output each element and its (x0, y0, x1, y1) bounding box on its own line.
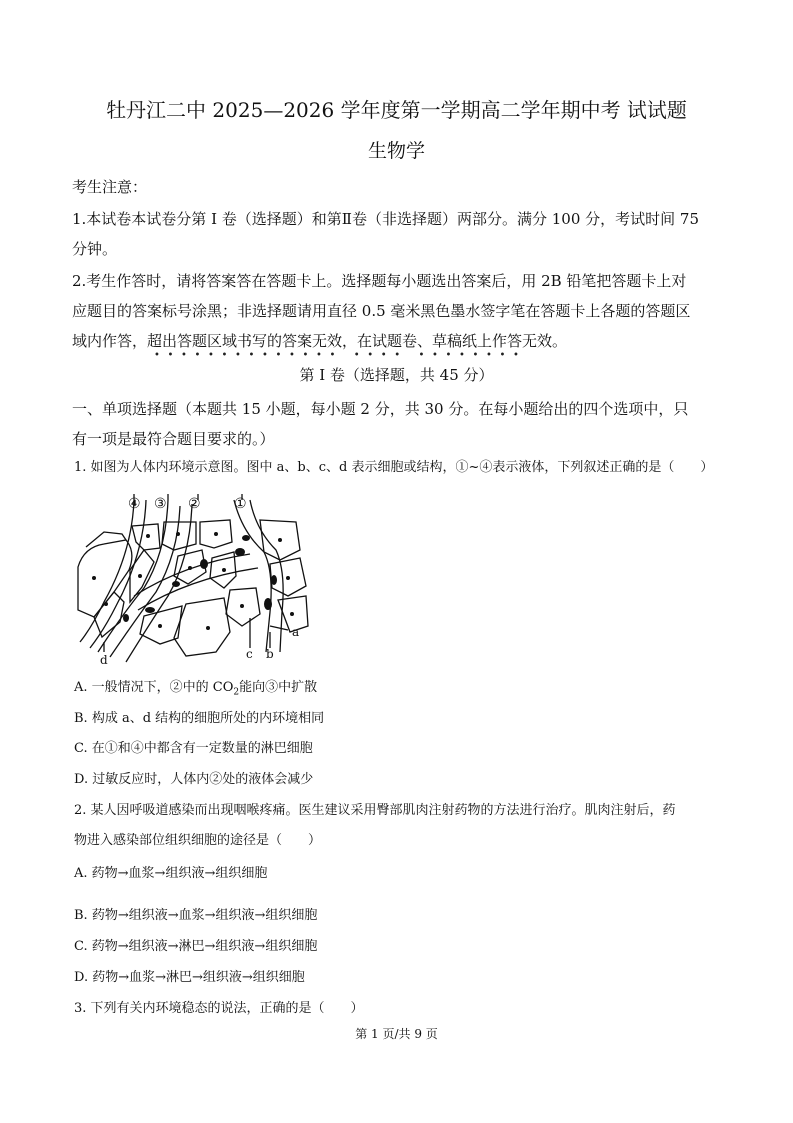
label-a: a (292, 625, 300, 639)
label-b: b (266, 647, 274, 661)
page-number: 第 1 页/共 9 页 (355, 1027, 438, 1041)
label-circle-1: ① (234, 496, 247, 512)
question-2-option-a: A. 药物→血浆→组织液→组织细胞 (74, 866, 268, 881)
question-1-option-c: C. 在①和④中都含有一定数量的淋巴细胞 (74, 741, 313, 756)
notice-item-2-line-3: 域内作答，超出答题区域书写的答案无效，在试题卷、草稿纸上作答无效。 (72, 332, 568, 350)
question-2-option-b: B. 药物→组织液→血浆→组织液→组织细胞 (74, 908, 318, 923)
label-c: c (246, 647, 253, 661)
label-d: d (100, 653, 108, 667)
question-1-stem: 1. 如图为人体内环境示意图。图中 a、b、c、d 表示细胞或结构，①~④表示液体，下列叙述正确的是（ ） (74, 460, 714, 475)
notice-heading: 考生注意： (72, 178, 148, 196)
label-circle-4: ④ (128, 496, 141, 512)
question-1-option-b: B. 构成 a、d 结构的细胞所处的内环境相同 (74, 711, 325, 726)
subject-title: 生物学 (367, 140, 425, 162)
notice-item-1-line-1: 1.本试卷本试卷分第 I 卷（选择题）和第Ⅱ卷（非选择题）两部分。满分 100 分，考试时间 75 (72, 210, 699, 228)
question-2-option-d: D. 药物→血浆→淋巴→组织液→组织细胞 (74, 970, 305, 985)
part-instructions-line-2: 有一项是最符合题目要求的。） (72, 430, 275, 448)
label-circle-2: ② (188, 496, 201, 512)
question-2-option-c: C. 药物→组织液→淋巴→组织液→组织细胞 (74, 939, 318, 954)
notice-item-2-line-2: 应题目的答案标号涂黑；非选择题请用直径 0.5 毫米黑色墨水签字笔在答题卡上各题的答题区 (72, 302, 691, 320)
part-instructions-line-1: 一、单项选择题（本题共 15 小题，每小题 2 分，共 30 分。在每小题给出的四个选项中，只 (72, 400, 689, 418)
emphasis-dots: •••••••••••••• •••• •••••••• (154, 350, 527, 361)
question-2-stem-line-1: 2. 某人因呼吸道感染而出现咽喉疼痛。医生建议采用臀部肌肉注射药物的方法进行治疗。肌肉注射后，药 (74, 803, 676, 818)
question-3-stem: 3. 下列有关内环境稳态的说法，正确的是（ ） (74, 1001, 364, 1016)
question-1-option-a: A. 一般情况下，②中的 $CO_2$能向③中扩散 (74, 680, 318, 698)
label-circle-3: ③ (154, 496, 167, 512)
question-1-option-d: D. 过敏反应时，人体内②处的液体会减少 (74, 772, 314, 787)
question-2-stem-line-2: 物进入感染部位组织细胞的途径是（ ） (74, 833, 322, 848)
notice-item-2-line-1: 2.考生作答时，请将答案答在答题卡上。选择题每小题选出答案后，用 2B 铅笔把答题卡上对 (72, 272, 687, 290)
section-title: 第 I 卷（选择题，共 45 分） (299, 366, 494, 384)
notice-item-1-line-2: 分钟。 (72, 240, 118, 258)
internal-environment-diagram (74, 492, 312, 667)
exam-title: 牡丹江二中 2025—2026 学年度第一学期高二学年期中考 试试题 (106, 98, 687, 122)
